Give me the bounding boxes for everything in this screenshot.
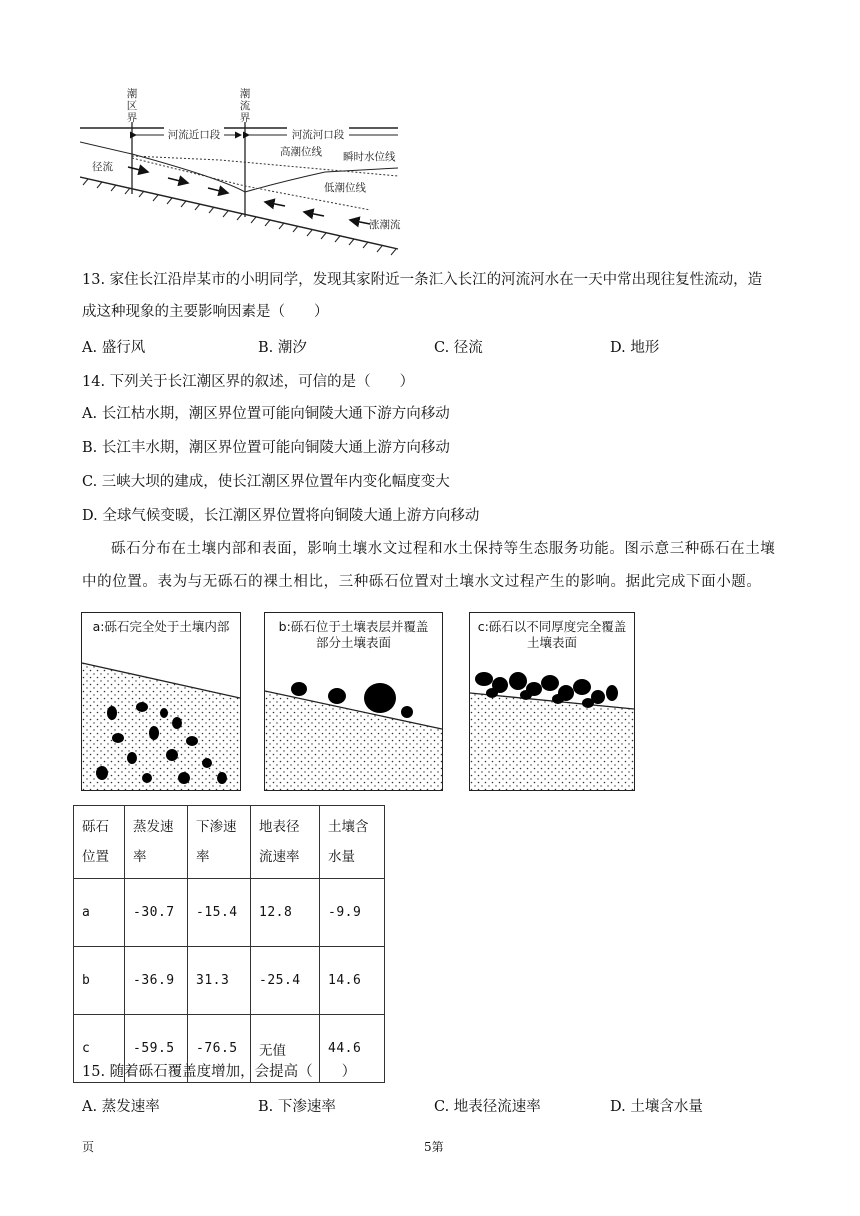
boundary1-char-2: 区 xyxy=(126,100,138,112)
q14-stem: 14. 下列关于长江潮区界的叙述，可信的是（ ） xyxy=(82,374,415,390)
cell: -36.9 xyxy=(125,947,188,1015)
boundary1-char-3: 界 xyxy=(126,112,138,124)
q14-option-a[interactable]: A. 长江枯水期，潮区界位置可能向铜陵大通下游方向移动 xyxy=(82,406,450,422)
cell: 12.8 xyxy=(251,879,320,947)
q13-option-b[interactable]: B. 潮汐 xyxy=(258,340,307,356)
runoff-label: 径流 xyxy=(92,161,113,173)
q14-option-c[interactable]: C. 三峡大坝的建成，使长江潮区界位置年内变化幅度变大 xyxy=(82,474,450,490)
q15-stem: 15. 随着砾石覆盖度增加，会提高（ ） xyxy=(82,1064,357,1080)
header-infiltration: 下渗速 率 xyxy=(188,806,251,879)
cell: -59.5 xyxy=(125,1015,188,1083)
table-header-row xyxy=(74,806,385,879)
boundary2-char-1: 潮 xyxy=(239,88,251,100)
instant-level-label: 瞬时水位线 xyxy=(343,151,396,163)
cell: -9.9 xyxy=(320,879,385,947)
panel-a-title: a:砾石完全处于土壤内部 xyxy=(92,619,230,634)
cell: -30.7 xyxy=(125,879,188,947)
high-tide-label: 高潮位线 xyxy=(280,146,322,158)
cell: -25.4 xyxy=(251,947,320,1015)
cell: 14.6 xyxy=(320,947,385,1015)
cell: 31.3 xyxy=(188,947,251,1015)
boundary1-char-1: 潮 xyxy=(126,88,138,100)
q14-option-b[interactable]: B. 长江丰水期，潮区界位置可能向铜陵大通上游方向移动 xyxy=(82,440,450,456)
header-moisture: 土壤含 水量 xyxy=(320,806,385,879)
boundary2-char-3: 界 xyxy=(239,112,251,124)
boundary2-char-2: 流 xyxy=(239,100,251,112)
panel-a xyxy=(81,612,241,791)
tide-diagram xyxy=(80,82,410,257)
table-row xyxy=(74,947,385,1015)
q14-option-d[interactable]: D. 全球气候变暖，长江潮区界位置将向铜陵大通上游方向移动 xyxy=(82,508,480,524)
panel-c-illustration xyxy=(470,613,634,790)
cell: 44.6 xyxy=(320,1015,385,1083)
header-runoff: 地表径 流速率 xyxy=(251,806,320,879)
gravel-effect-table xyxy=(73,805,385,1083)
panel-a-illustration xyxy=(82,613,240,790)
table-row xyxy=(74,879,385,947)
section-mouth-label: 河流河口段 xyxy=(291,129,345,141)
panel-c-title: c:砾石以不同厚度完全覆盖 土壤表面 xyxy=(477,619,627,650)
cell: c xyxy=(74,1015,125,1083)
panel-b-title: b:砾石位于土壤表层并覆盖 部分土壤表面 xyxy=(278,619,429,650)
section-near-label: 河流近口段 xyxy=(167,129,221,141)
cell: -76.5 xyxy=(188,1015,251,1083)
q13-stem-line2: 成这种现象的主要影响因素是（ ） xyxy=(82,304,329,320)
q15-option-a[interactable]: A. 蒸发速率 xyxy=(82,1099,160,1115)
cell: a xyxy=(74,879,125,947)
q13-option-c[interactable]: C. 径流 xyxy=(434,340,483,356)
panel-b-illustration xyxy=(265,613,442,790)
cell: b xyxy=(74,947,125,1015)
q13-stem-line1: 13. 家住长江沿岸某市的小明同学，发现其家附近一条汇入长江的河流河水在一天中常出现往复性流动，造 xyxy=(82,272,763,288)
q13-option-d[interactable]: D. 地形 xyxy=(610,340,660,356)
header-position: 砾石 位置 xyxy=(74,806,125,879)
header-evaporation: 蒸发速 率 xyxy=(125,806,188,879)
intro-paragraph: 砾石分布在土壤内部和表面，影响土壤水文过程和水土保持等生态服务功能。图示意三种砾石在土壤中的位置。表为与无砾石的裸土相比，三种砾石位置对土壤水文过程产生的影响。据此完成下面小题。 xyxy=(82,541,776,590)
panel-b xyxy=(264,612,443,791)
cell: -15.4 xyxy=(188,879,251,947)
footer-left: 页 xyxy=(82,1140,95,1154)
q15-option-b[interactable]: B. 下渗速率 xyxy=(258,1099,336,1115)
q15-option-c[interactable]: C. 地表径流速率 xyxy=(434,1099,541,1115)
flood-tide-label: 涨潮流 xyxy=(369,219,401,231)
q15-option-d[interactable]: D. 土壤含水量 xyxy=(610,1099,703,1115)
panel-c xyxy=(469,612,635,791)
q13-option-a[interactable]: A. 盛行风 xyxy=(82,340,146,356)
cell: 无值 xyxy=(251,1015,320,1083)
low-tide-label: 低潮位线 xyxy=(324,182,366,194)
footer-page-number: 5第 xyxy=(424,1140,444,1154)
